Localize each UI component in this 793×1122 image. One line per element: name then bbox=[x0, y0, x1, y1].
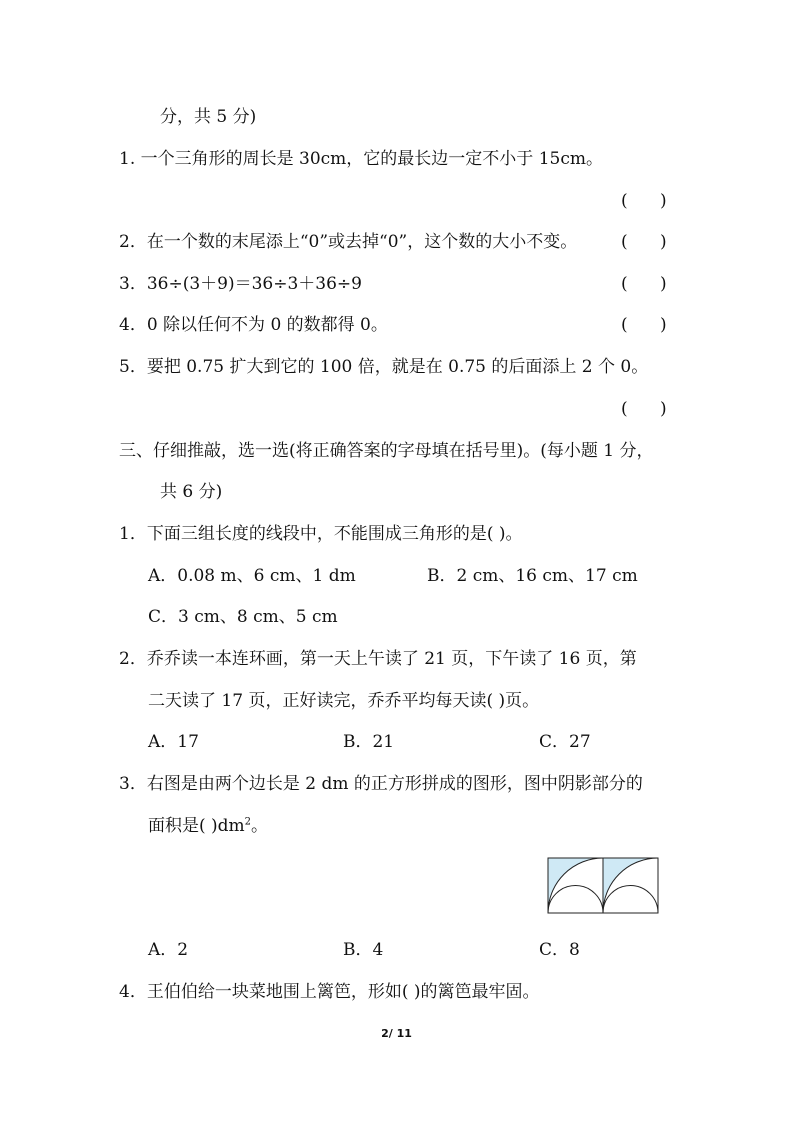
q2-option-c[interactable]: C．27 bbox=[539, 732, 591, 752]
q3-superscript: 2 bbox=[244, 816, 252, 828]
mc-question-2: 2．乔乔读一本连环画，第一天上午读了 21 页，下午读了 16 页，第 bbox=[119, 649, 637, 669]
answer-blank-5[interactable]: ( ) bbox=[621, 399, 667, 419]
mc-question-2-cont: 二天读了 17 页，正好读完，乔乔平均每天读( )页。 bbox=[148, 691, 540, 711]
q3-option-a[interactable]: A．2 bbox=[148, 940, 189, 960]
q3-stem-end: 。 bbox=[251, 816, 269, 836]
q1-option-c[interactable]: C．3 cm、8 cm、5 cm bbox=[148, 607, 338, 627]
tf-question-3: 3．36÷(3＋9)＝36÷3＋36÷9 bbox=[119, 274, 362, 294]
shaded-squares-figure bbox=[547, 857, 659, 914]
q3-option-c[interactable]: C．8 bbox=[539, 940, 580, 960]
page-number: 2/ 11 bbox=[381, 1027, 412, 1040]
q1-option-b[interactable]: B．2 cm、16 cm、17 cm bbox=[427, 566, 638, 586]
q2-option-a[interactable]: A．17 bbox=[148, 732, 199, 752]
section3-header-cont: 共 6 分) bbox=[160, 482, 223, 502]
tf-question-1: 1. 一个三角形的周长是 30cm，它的最长边一定不小于 15cm。 bbox=[119, 149, 603, 169]
answer-blank-2[interactable]: ( ) bbox=[621, 232, 667, 252]
mc-question-1: 1．下面三组长度的线段中，不能围成三角形的是( )。 bbox=[119, 524, 523, 544]
tf-question-4: 4．0 除以任何不为 0 的数都得 0。 bbox=[119, 315, 388, 335]
tf-question-5: 5．要把 0.75 扩大到它的 100 倍，就是在 0.75 的后面添上 2 个 0。 bbox=[119, 357, 649, 377]
answer-blank-3[interactable]: ( ) bbox=[621, 274, 667, 294]
q1-option-a[interactable]: A．0.08 m、6 cm、1 dm bbox=[148, 566, 356, 586]
answer-blank-1[interactable]: ( ) bbox=[621, 191, 667, 211]
tf-question-2: 2．在一个数的末尾添上“0”或去掉“0”，这个数的大小不变。 bbox=[119, 232, 578, 252]
mc-question-4: 4．王伯伯给一块菜地围上篱笆，形如( )的篱笆最牢固。 bbox=[119, 982, 540, 1002]
q3-option-b[interactable]: B．4 bbox=[343, 940, 384, 960]
answer-blank-4[interactable]: ( ) bbox=[621, 315, 667, 335]
q3-stem-text: 面积是( )dm bbox=[148, 816, 245, 836]
q2-option-b[interactable]: B．21 bbox=[343, 732, 395, 752]
section3-header: 三、仔细推敲，选一选(将正确答案的字母填在括号里)。(每小题 1 分， bbox=[119, 441, 654, 461]
section2-continuation: 分，共 5 分) bbox=[160, 107, 257, 127]
mc-question-3: 3．右图是由两个边长是 2 dm 的正方形拼成的图形，图中阴影部分的 bbox=[119, 774, 643, 794]
mc-question-3-cont bbox=[148, 815, 268, 837]
